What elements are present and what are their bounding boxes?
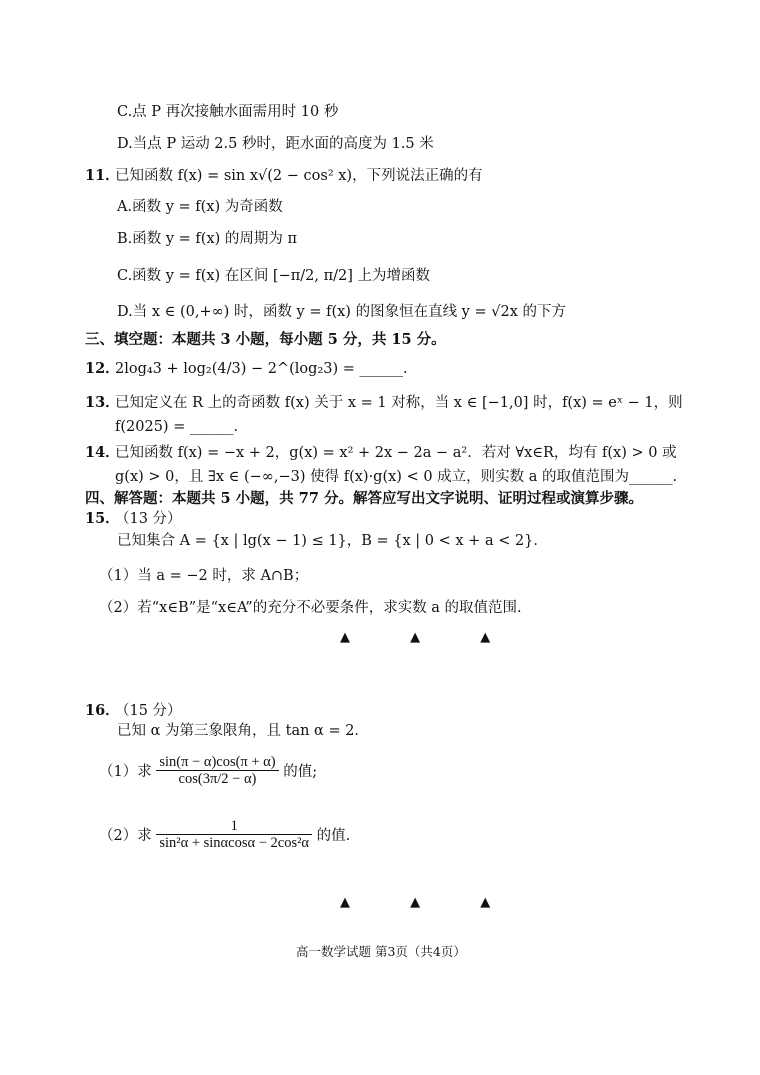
q16-part-1-denominator: cos(3π/2 − α) bbox=[178, 771, 257, 787]
section-3-heading-text: 三、填空题：本题共 3 小题，每小题 5 分，共 15 分。 bbox=[85, 331, 446, 348]
q15-part-1-text: （1）当 a = −2 时，求 A∩B； bbox=[99, 568, 309, 584]
page-footer: 高一数学试题 第3页（共4页） bbox=[296, 944, 466, 959]
q16-stem-text: 已知 α 为第三象限角，且 tan α = 2． bbox=[117, 723, 369, 739]
q12 bbox=[85, 359, 408, 379]
q11-stem-text: 已知函数 f(x) = sin x√(2 − cos² x)，下列说法正确的有 bbox=[115, 168, 483, 184]
q16-part-2-denominator: sin²α + sinαcosα − 2cos²α bbox=[159, 835, 310, 851]
q16-part-1-label: （1）求 bbox=[99, 764, 152, 780]
q15-points: （13 分） bbox=[115, 511, 182, 527]
q10-option-d bbox=[117, 134, 434, 154]
q16-part-2-numerator: 1 bbox=[156, 818, 312, 835]
q10-option-d-text: D.当点 P 运动 2.5 秒时，距水面的高度为 1.5 米 bbox=[117, 136, 434, 152]
section-4-heading bbox=[85, 489, 643, 509]
q16-part-2-tail: 的值. bbox=[316, 828, 351, 844]
q15-header bbox=[85, 509, 182, 529]
q15-number: 15． bbox=[85, 510, 120, 527]
q16-part-1 bbox=[99, 754, 317, 787]
q13-line-2 bbox=[115, 417, 238, 437]
q13-line-2-text: f(2025) = ______. bbox=[115, 419, 239, 435]
q11-option-d-text: D.当 x ∈ (0,+∞) 时，函数 y = f(x) 的图象恒在直线 y = √2x 的下方 bbox=[117, 304, 566, 320]
q16-part-1-numerator: sin(π − α)cos(π + α) bbox=[156, 754, 278, 771]
q11-option-b-text: B.函数 y = f(x) 的周期为 π bbox=[117, 231, 298, 247]
section-4-heading-text: 四、解答题：本题共 5 小题，共 77 分。解答应写出文字说明、证明过程或演算步骤。 bbox=[85, 490, 643, 507]
q10-option-c-text: C.点 P 再次接触水面需用时 10 秒 bbox=[117, 104, 339, 120]
q16-part-2-label: （2）求 bbox=[99, 828, 152, 844]
q16-header bbox=[85, 701, 182, 721]
q14-number: 14． bbox=[85, 444, 120, 461]
q15-part-2 bbox=[99, 598, 522, 618]
q15-part-1 bbox=[99, 566, 308, 586]
q14-line-1-text: 已知函数 f(x) = −x + 2，g(x) = x² + 2x − 2a − a²．若对 ∀x∈R，均有 f(x) > 0 或 bbox=[115, 445, 677, 461]
q10-option-c bbox=[117, 102, 338, 122]
q11-number: 11． bbox=[85, 167, 120, 184]
q16-number: 16． bbox=[85, 702, 120, 719]
q13-line-1-text: 已知定义在 R 上的奇函数 f(x) 关于 x = 1 对称，当 x ∈ [−1,0] 时，f(x) = eˣ − 1，则 bbox=[115, 395, 683, 411]
q14-line-2-text: g(x) > 0，且 ∃x ∈ (−∞,−3) 使得 f(x)·g(x) < 0 成立，则实数 a 的取值范围为______. bbox=[115, 469, 678, 485]
q14-line-2 bbox=[115, 467, 677, 487]
q11-option-c-text: C.函数 y = f(x) 在区间 [−π/2, π/2] 上为增函数 bbox=[117, 268, 431, 284]
q15-stem bbox=[117, 531, 548, 551]
separator-triangles-1: ▲ ▲ ▲ bbox=[340, 630, 519, 645]
q12-number: 12． bbox=[85, 360, 120, 377]
q11-option-a bbox=[117, 197, 283, 217]
q11-option-a-text: A.函数 y = f(x) 为奇函数 bbox=[117, 199, 283, 215]
q16-points: （15 分） bbox=[115, 703, 182, 719]
q11-option-c bbox=[117, 266, 430, 286]
section-3-heading bbox=[85, 330, 446, 350]
q12-expression: 2log₄3 + log₂(4/3) − 2^(log₂3) = ______. bbox=[115, 361, 408, 377]
q16-part-1-fraction bbox=[156, 754, 278, 787]
q15-stem-text: 已知集合 A = {x | lg(x − 1) ≤ 1}，B = {x | 0 < x + a < 2}． bbox=[117, 533, 548, 549]
q15-part-2-text: （2）若“x∈B”是“x∈A”的充分不必要条件，求实数 a 的取值范围. bbox=[99, 600, 522, 616]
separator-triangles-2: ▲ ▲ ▲ bbox=[340, 895, 519, 910]
q16-stem bbox=[117, 721, 369, 741]
q14-line-1 bbox=[85, 443, 677, 463]
q11-option-d bbox=[117, 302, 566, 322]
q11-option-b bbox=[117, 229, 297, 249]
q16-part-2-fraction bbox=[156, 818, 312, 851]
q11-stem bbox=[85, 166, 483, 186]
q13-number: 13． bbox=[85, 394, 120, 411]
q13-line-1 bbox=[85, 393, 683, 413]
q16-part-1-tail: 的值; bbox=[283, 764, 318, 780]
q16-part-2 bbox=[99, 818, 350, 851]
